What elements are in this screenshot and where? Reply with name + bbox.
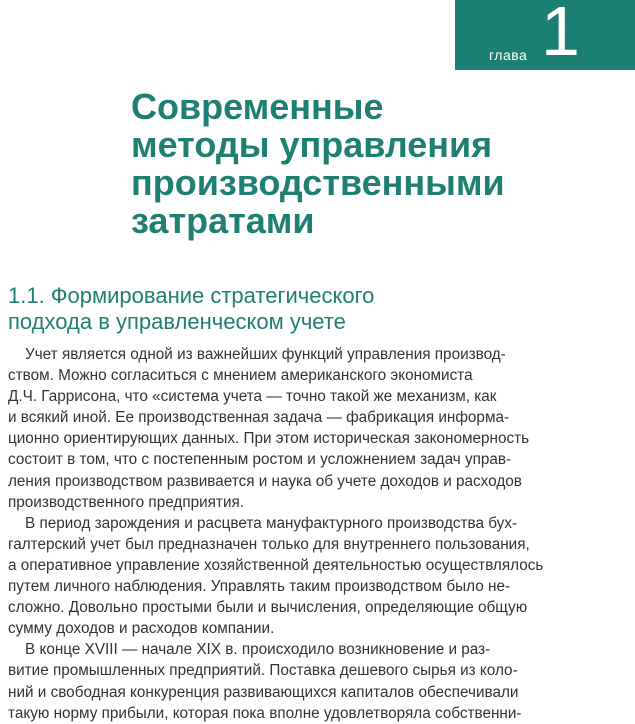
- text-line: Д.Ч. Гаррисона, что «система учета — точно такой же механизм, как: [8, 388, 497, 406]
- text-line: и всякий иной. Ее производственная задача — фабрикация информа-: [8, 409, 510, 427]
- section-heading: [8, 283, 568, 335]
- chapter-title-line: методы управления: [131, 124, 493, 165]
- chapter-title-line: затратами: [131, 200, 315, 241]
- text-line: витие промышленных предприятий. Поставка дешевого сырья из коло-: [8, 662, 518, 680]
- chapter-title: [131, 88, 571, 240]
- paragraph-1: [8, 344, 560, 513]
- chapter-word: глава: [489, 47, 528, 63]
- text-line: ционно ориентирующих данных. При этом историческая закономерность: [8, 430, 530, 448]
- body-text: [8, 344, 560, 724]
- text-line: сложно. Довольно простыми были и вычисления, определяющие общую: [8, 599, 528, 617]
- text-line: такую норму прибыли, которая пока вполне удовлетворяла собственни-: [8, 704, 522, 722]
- text-line: ления производством развивается и наука об учете доходов и расходов: [8, 472, 522, 490]
- text-line: производственного предприятия.: [8, 493, 245, 511]
- paragraph-3: [8, 639, 560, 723]
- section-heading-line: подхода в управленческом учете: [8, 309, 346, 334]
- text-line: ством. Можно согласиться с мнением американского экономиста: [8, 367, 473, 385]
- text-line: путем личного наблюдения. Управлять таким производством было не-: [8, 578, 511, 596]
- text-line: сумму доходов и расходов компании.: [8, 620, 275, 638]
- text-line: В конце XVIII — начале XIX в. происходило возникновение и раз-: [8, 641, 491, 659]
- text-line: а оперативное управление хозяйственной деятельностью осуществлялось: [8, 556, 544, 574]
- chapter-label-box: [455, 0, 635, 70]
- paragraph-2: [8, 513, 560, 640]
- chapter-title-line: производственными: [131, 162, 505, 203]
- text-line: галтерский учет был предназначен только для внутреннего пользования,: [8, 535, 530, 553]
- text-line: ний и свободная конкуренция развивающихся капиталов обеспечивали: [8, 683, 519, 701]
- chapter-title-line: Современные: [131, 86, 384, 127]
- section-heading-line: 1.1. Формирование стратегического: [8, 283, 375, 308]
- chapter-number: 1: [541, 0, 580, 70]
- text-line: В период зарождения и расцвета мануфактурного производства бух-: [8, 514, 518, 532]
- text-line: Учет является одной из важнейших функций управления производ-: [8, 346, 506, 363]
- text-line: состоит в том, что с постепенным ростом и усложнением задач управ-: [8, 451, 512, 469]
